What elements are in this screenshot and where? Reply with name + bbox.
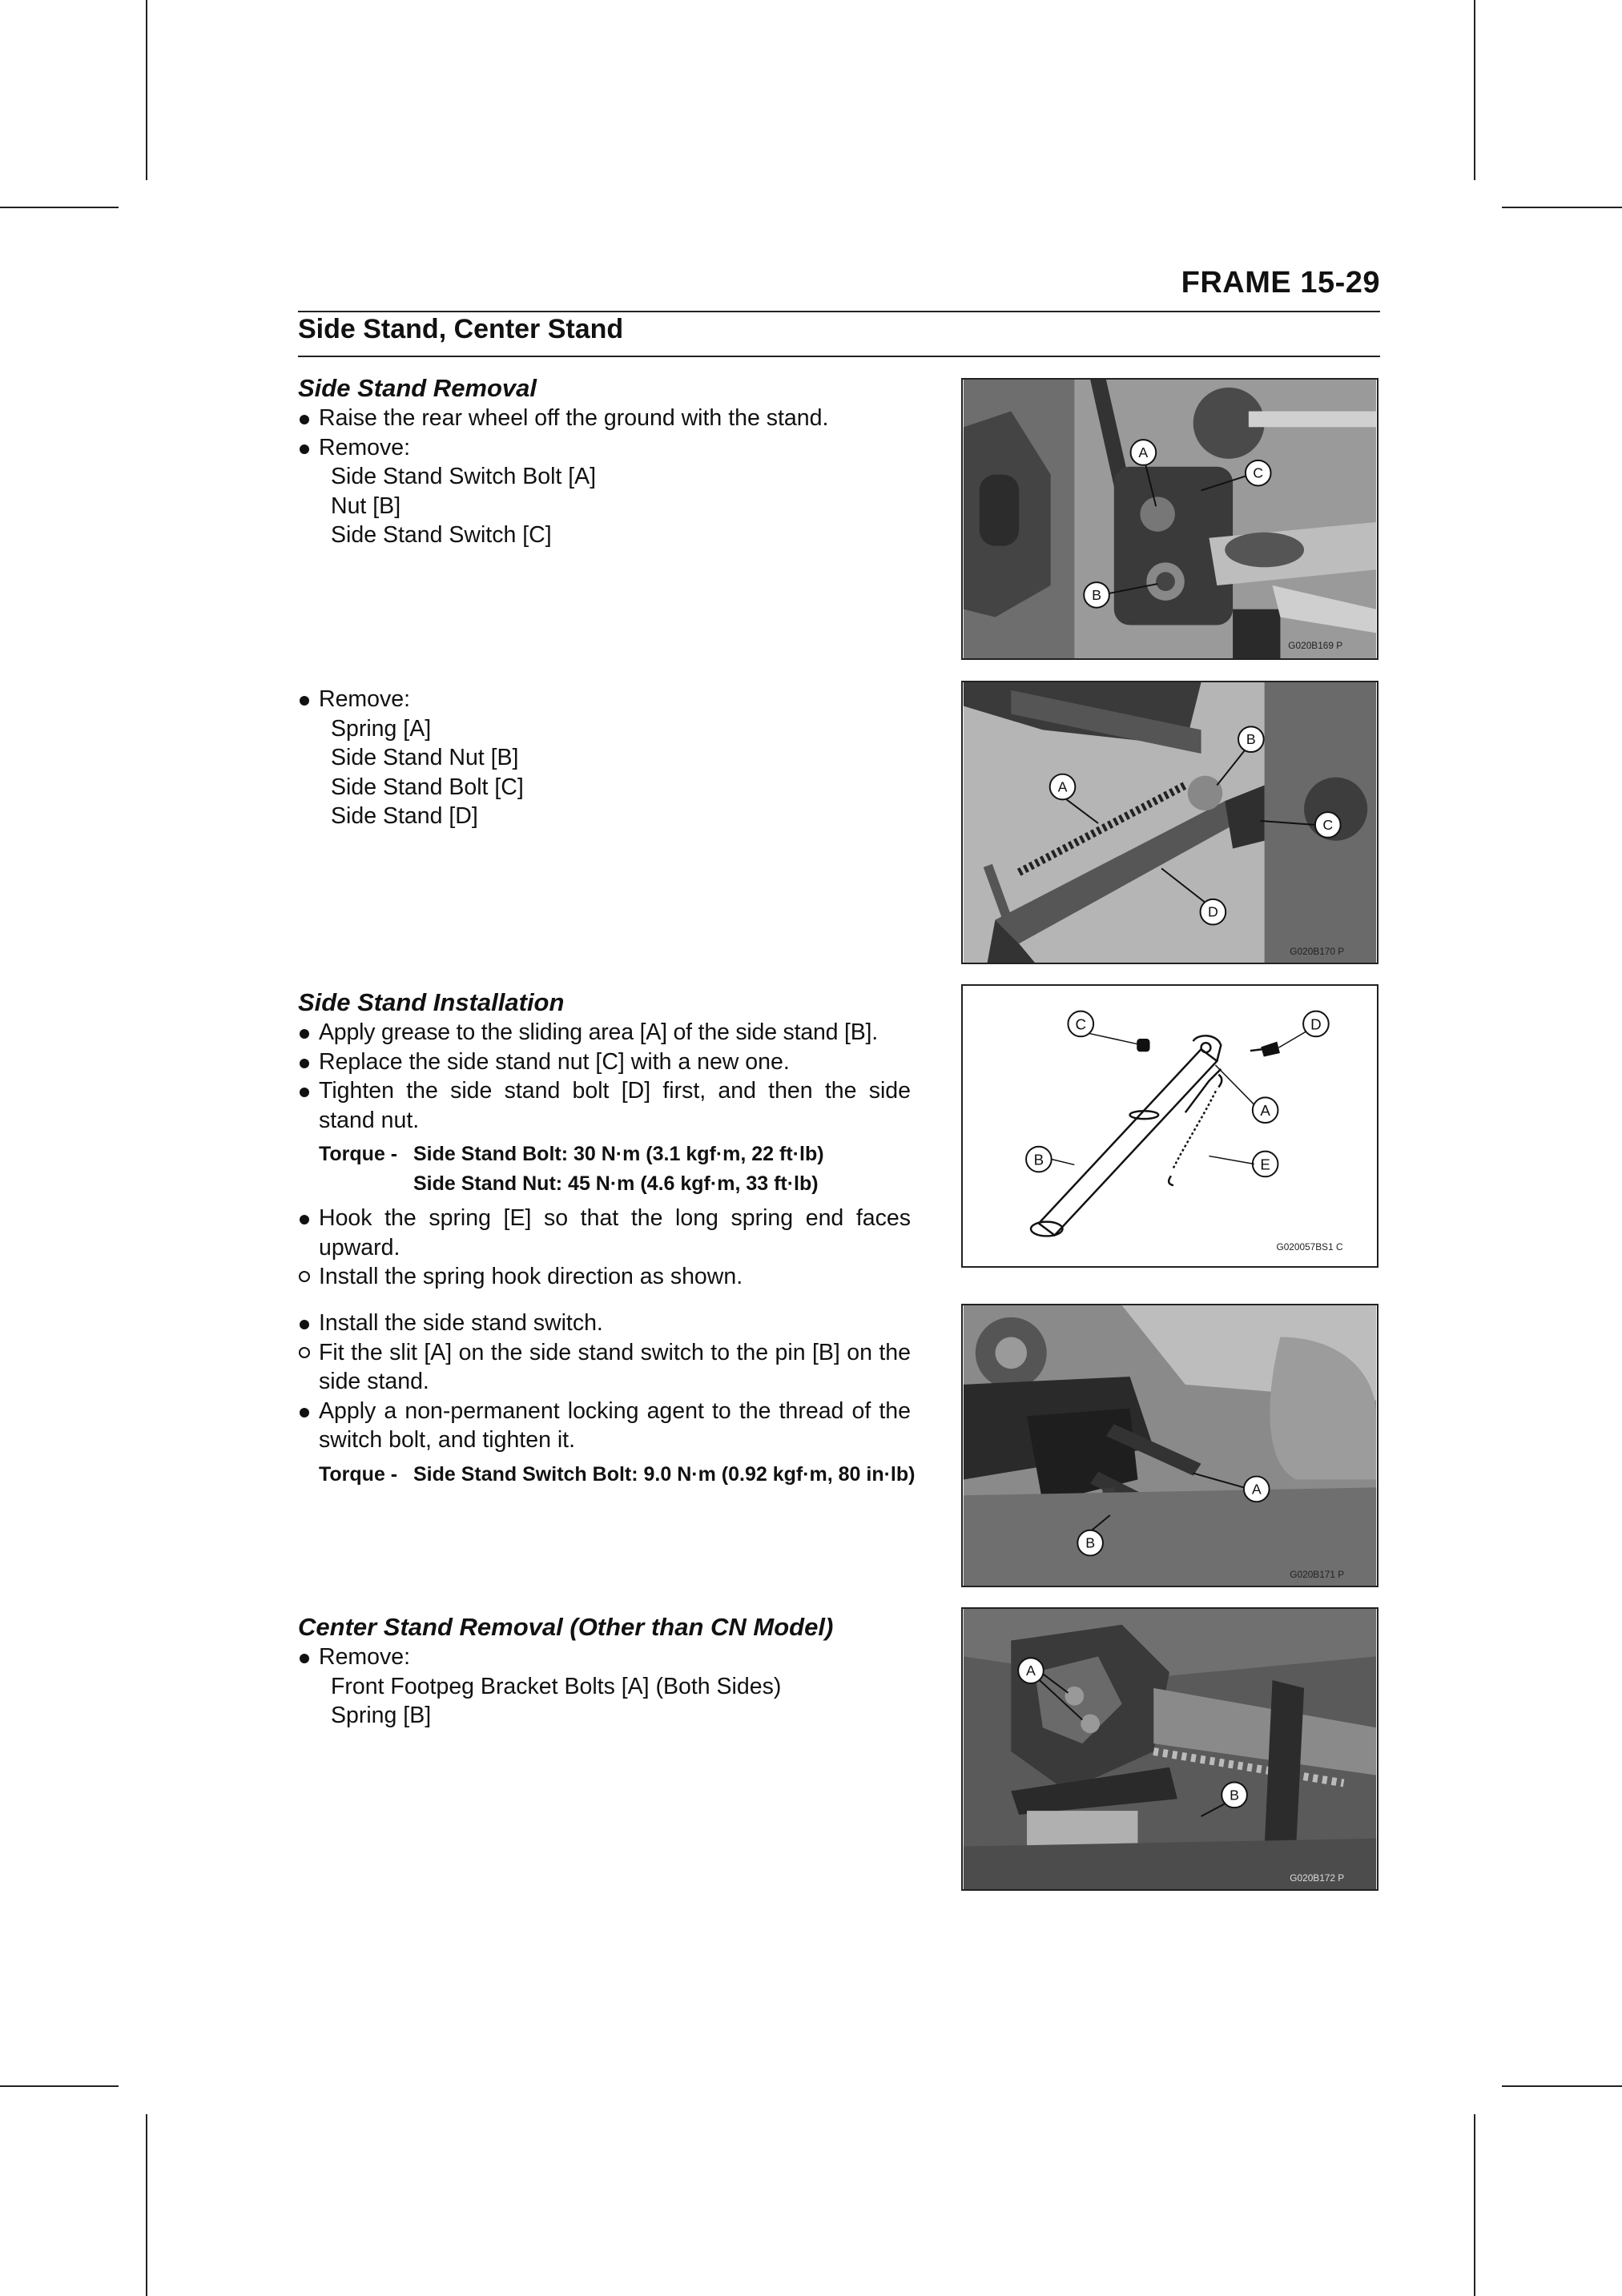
callout-d: D — [1310, 1015, 1322, 1033]
list-item: Apply grease to the sliding area [A] of the side stand [B]. — [298, 1018, 931, 1047]
list-item: Remove: — [298, 1643, 931, 1672]
crop-mark — [0, 2085, 119, 2087]
figure-center-stand — [961, 1607, 1378, 1891]
list-item: Remove: — [298, 685, 931, 714]
list-item: Apply a non-permanent locking agent to the thread of the switch bolt, and tighten it. — [298, 1397, 911, 1455]
side-stand-removal-block-2 — [298, 685, 931, 831]
sub-item: Install the spring hook direction as shown. — [298, 1262, 931, 1292]
callout-d: D — [1207, 903, 1218, 920]
part-item: Side Stand [D] — [331, 803, 478, 829]
callout-b: B — [1246, 731, 1256, 748]
figure-code: G020B169 P — [1288, 640, 1343, 652]
torque-label: Torque - — [319, 1462, 398, 1486]
figure-code: G020B171 P — [1290, 1569, 1345, 1581]
callout-b: B — [1092, 586, 1101, 603]
part-item: Nut [B] — [331, 493, 401, 519]
callout-b: B — [1033, 1151, 1044, 1168]
torque-spec — [298, 1140, 931, 1199]
side-stand-switch-block — [298, 1309, 931, 1490]
part-item: Spring [B] — [331, 1703, 432, 1728]
list-item: Tighten the side stand bolt [D] first, and then the side stand nut. — [298, 1076, 911, 1135]
callout-c: C — [1322, 816, 1334, 833]
photo-center-stand — [963, 1609, 1377, 1889]
crop-mark — [1502, 207, 1622, 208]
list-item: Hook the spring [E] so that the long spring end faces upward. — [298, 1204, 911, 1262]
list-item: Replace the side stand nut [C] with a new one. — [298, 1047, 931, 1077]
photo-side-stand-switch — [963, 380, 1377, 658]
torque-value: Side Stand Nut: 45 N·m (4.6 kgf·m, 33 ft·lb) — [413, 1172, 819, 1195]
crop-mark — [0, 207, 119, 208]
crop-mark — [1502, 2085, 1622, 2087]
callout-c: C — [1075, 1015, 1087, 1033]
callout-a: A — [1026, 1663, 1036, 1679]
torque-label: Torque - — [319, 1143, 398, 1165]
center-stand-removal-heading: Center Stand Removal (Other than CN Model) — [298, 1613, 834, 1641]
sub-item: Fit the slit [A] on the side stand switch to the pin [B] on the side stand. — [298, 1338, 911, 1397]
center-stand-removal-block — [298, 1612, 931, 1731]
part-item: Side Stand Bolt [C] — [331, 774, 524, 800]
side-stand-installation-heading: Side Stand Installation — [298, 988, 565, 1016]
part-item: Side Stand Switch Bolt [A] — [331, 464, 597, 489]
section-rule — [298, 356, 1380, 357]
side-stand-removal-block — [298, 373, 931, 550]
side-stand-removal-heading: Side Stand Removal — [298, 374, 537, 402]
figure-side-stand-switch-install — [961, 1304, 1378, 1587]
side-stand-installation-block — [298, 987, 931, 1292]
crop-mark — [1474, 2114, 1475, 2296]
crop-mark — [146, 0, 147, 180]
callout-e: E — [1260, 1156, 1270, 1173]
torque-value: Side Stand Bolt: 30 N·m (3.1 kgf·m, 22 ft·lb) — [413, 1143, 824, 1165]
diagram-side-stand — [963, 986, 1377, 1266]
callout-b: B — [1230, 1787, 1240, 1803]
part-item: Side Stand Switch [C] — [331, 522, 552, 548]
list-item: Raise the rear wheel off the ground with the stand. — [298, 404, 931, 433]
section-title: Side Stand, Center Stand — [298, 314, 624, 344]
list-item: Remove: — [298, 433, 931, 463]
callout-a: A — [1251, 1481, 1262, 1498]
callout-b: B — [1085, 1534, 1096, 1551]
list-item: Install the side stand switch. — [298, 1309, 931, 1338]
part-item: Side Stand Nut [B] — [331, 745, 519, 770]
figure-side-stand-diagram — [961, 984, 1378, 1268]
photo-side-stand-spring — [963, 682, 1377, 963]
callout-c: C — [1253, 464, 1264, 481]
photo-switch-install — [963, 1305, 1377, 1586]
page-reference: FRAME 15-29 — [1181, 266, 1380, 300]
callout-a: A — [1138, 444, 1149, 460]
header-rule — [298, 311, 1380, 312]
part-item: Spring [A] — [331, 715, 432, 742]
torque-value: Side Stand Switch Bolt: 9.0 N·m (0.92 kgf·m, 80 in·lb) — [413, 1462, 916, 1486]
crop-mark — [1474, 0, 1475, 180]
callout-a: A — [1057, 778, 1068, 795]
figure-code: G020057BS1 C — [1276, 1241, 1343, 1253]
torque-spec — [298, 1460, 931, 1490]
figure-side-stand-switch — [961, 378, 1378, 660]
figure-code: G020B172 P — [1290, 1872, 1345, 1884]
figure-code: G020B170 P — [1290, 946, 1345, 958]
callout-a: A — [1260, 1102, 1270, 1120]
part-item: Front Footpeg Bracket Bolts [A] (Both Sides) — [331, 1673, 782, 1699]
figure-side-stand-spring — [961, 681, 1378, 964]
crop-mark — [146, 2114, 147, 2296]
